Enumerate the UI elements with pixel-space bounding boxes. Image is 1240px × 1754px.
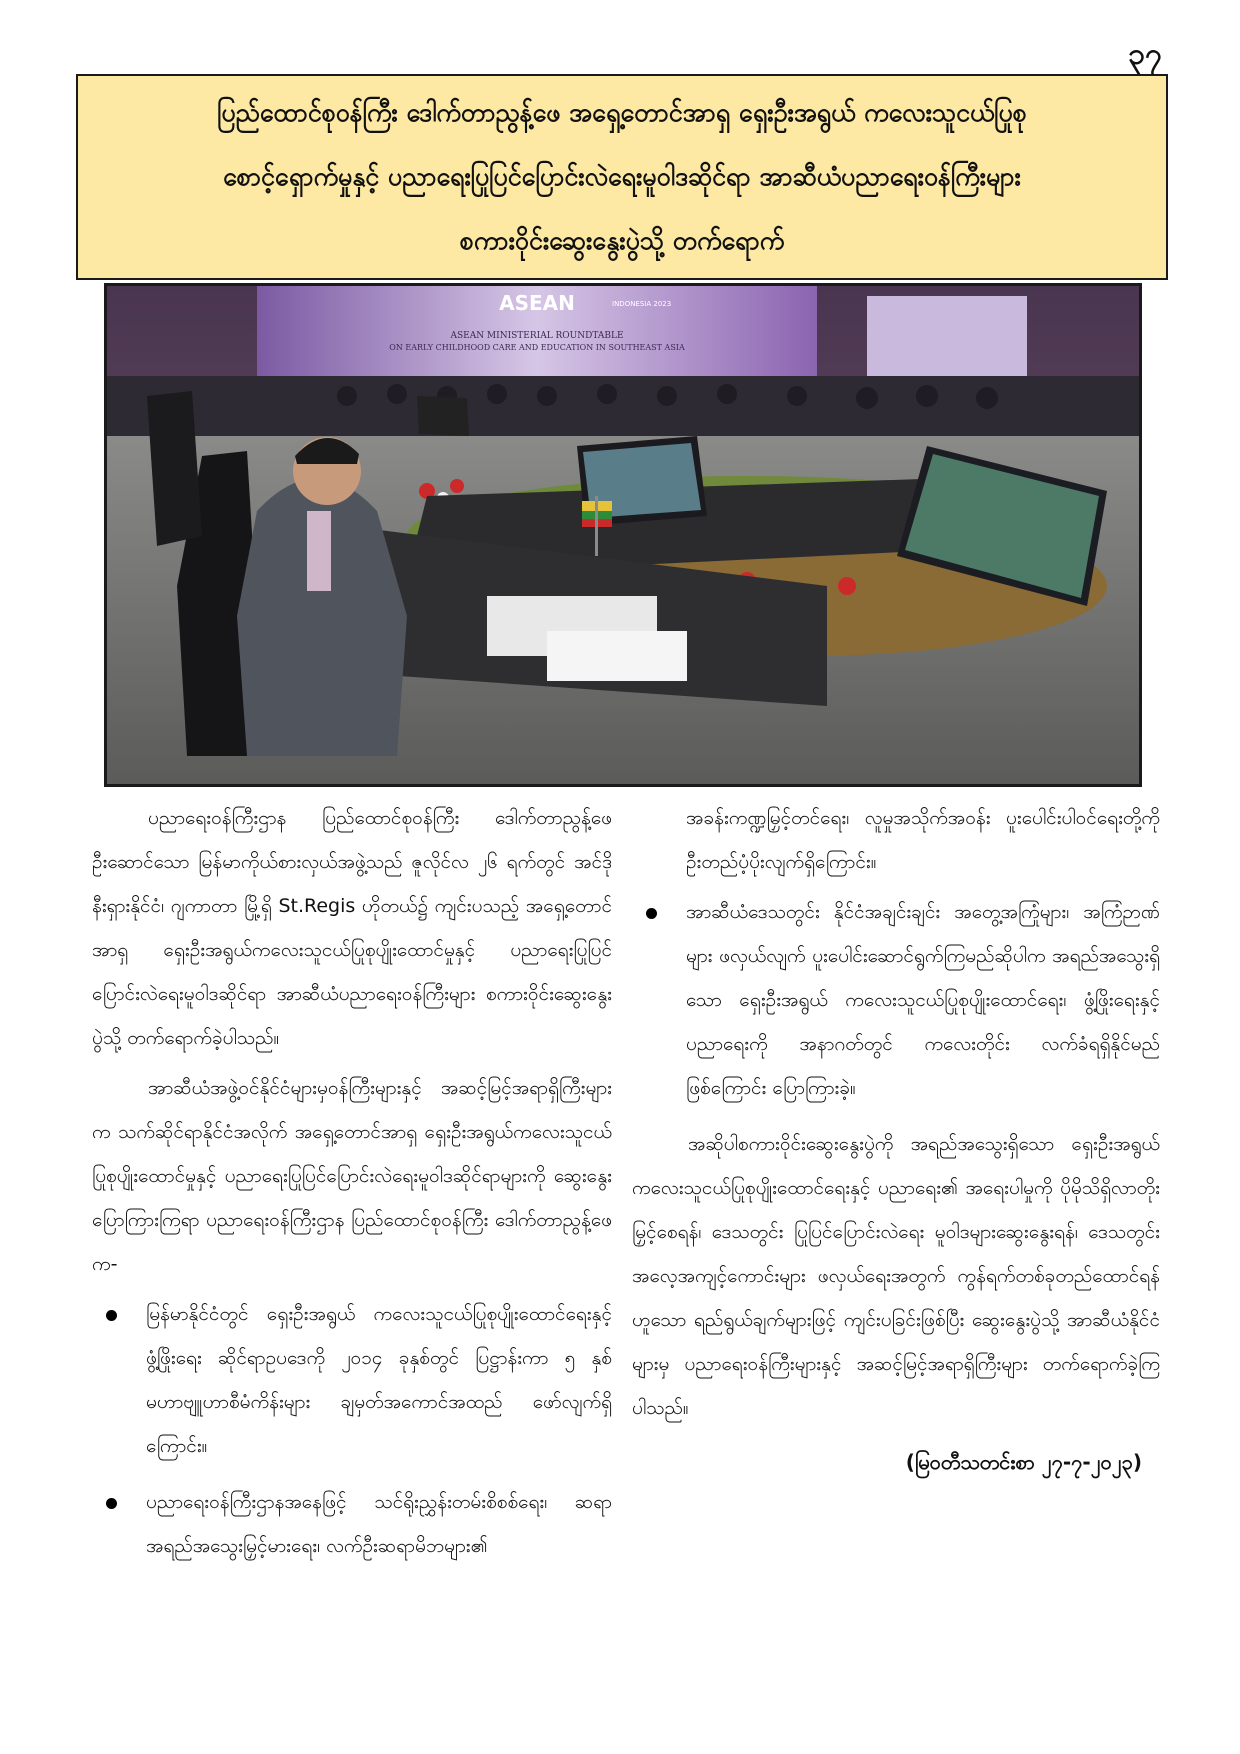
bullet-continuation: အခန်းကဏ္ဍမြှင့်တင်ရေး၊ လူမှုအသိုက်အဝန်း ပူးပေါင်းပါဝင်ရေးတို့ကို ဦးတည်ပံ့ပိုးလျက်ရှိကြောင်း။: [686, 807, 1160, 873]
banner-line-2: ON EARLY CHILDHOOD CARE AND EDUCATION IN SOUTHEAST ASIA: [389, 343, 685, 352]
headline-line-3: စကားဝိုင်းဆွေးနွေးပွဲသို့ တက်ရောက်: [459, 226, 785, 255]
right-column: [632, 796, 1160, 1484]
bullet-text: ပညာရေးဝန်ကြီးဌာနအနေဖြင့် သင်ရိုးညွှန်းတမ်းစိစစ်ရေး၊ ဆရာအရည်အသွေးမြှင့်မားရေး၊ လက်ဦးဆရာမိဘများ၏: [146, 1491, 612, 1557]
banner-tag: INDONESIA 2023: [612, 300, 672, 308]
bullet-icon: [646, 908, 657, 919]
headline-line-2: စောင့်ရှောက်မှုနှင့် ပညာရေးပြုပြင်ပြောင်းလဲရေးမူဝါဒဆိုင်ရာ အာဆီယံပညာရေးဝန်ကြီးများ: [223, 162, 1021, 191]
bullet-text: အာဆီယံဒေသတွင်း နိုင်ငံအချင်းချင်း အတွေ့အကြုံများ၊ အကြံဉာဏ်များ ဖလှယ်လျက် ပူးပေါင်းဆောင်ရွက်ကြမည်ဆိုပါက အရည်အသွေးရှိသော ရှေးဦးအရွယ် ကလေးသူငယ်ပြုစုပျိုးထောင်ရေး၊ ဖွံ့ဖြိုးရေးနှင့် ပညာရေးကို အနာဂတ်တွင် ကလေးတိုင်း လက်ခံရရှိနိုင်မည်ဖြစ်ကြောင်း ပြောကြားခဲ့။: [686, 901, 1160, 1099]
meeting-room-illustration: [107, 286, 1139, 784]
left-column: [92, 796, 612, 1580]
banner-line-1: ASEAN MINISTERIAL ROUNDTABLE: [450, 331, 624, 341]
news-photo: [104, 283, 1142, 787]
headline-line-1: ပြည်ထောင်စုဝန်ကြီး ဒေါက်တာညွန့်ဖေ အရှေ့တောင်အာရှ ရှေးဦးအရွယ် ကလေးသူငယ်ပြုစု: [217, 98, 1027, 127]
paragraph-purpose: အဆိုပါစကားဝိုင်းဆွေးနွေးပွဲကို အရည်အသွေးရှိသော ရှေးဦးအရွယ် ကလေးသူငယ်ပြုစုပျိုးထောင်ရေးနှင့် ပညာရေး၏ အရေးပါမှုကို ပိုမိုသိရှိလာတိုးမြှင့်စေရန်၊ ဒေသတွင်း ပြုပြင်ပြောင်းလဲရေး မူဝါဒများဆွေးနွေးရန်၊ ဒေသတွင်း အလေ့အကျင့်ကောင်းများ ဖလှယ်ရေးအတွက် ကွန်ရက်တစ်ခုတည်ထောင်ရန်ဟူသော ရည်ရွယ်ချက်များဖြင့် ကျင်းပခြင်းဖြစ်ပြီး ဆွေးနွေးပွဲသို့ အာဆီယံနိုင်ငံများမှ ပညာရေးဝန်ကြီးများနှင့် အဆင့်မြင့်အရာရှိကြီးများ တက်ရောက်ခဲ့ကြပါသည်။: [632, 1133, 1160, 1419]
paragraph-discussion: အာဆီယံအဖွဲ့ဝင်နိုင်ငံများမှဝန်ကြီးများနှင့် အဆင့်မြင့်အရာရှိကြီးများက သက်ဆိုင်ရာနိုင်ငံအလိုက် အရှေ့တောင်အာရှ ရှေးဦးအရွယ်ကလေးသူငယ်ပြုစုပျိုးထောင်မှုနှင့် ပညာရေးပြုပြင်ပြောင်းလဲရေးမူဝါဒဆိုင်ရာများကို ဆွေးနွေးပြောကြားကြရာ ပညာရေးဝန်ကြီးဌာန ပြည်ထောင်စုဝန်ကြီး ဒေါက်တာညွန့်ဖေက-: [92, 1077, 612, 1275]
paragraph-intro: ပညာရေးဝန်ကြီးဌာန ပြည်ထောင်စုဝန်ကြီး ဒေါက်တာညွန့်ဖေဦးဆောင်သော မြန်မာကိုယ်စားလှယ်အဖွဲ့သည် ဇူလိုင်လ ၂၆ ရက်တွင် အင်ဒိုနီးရှားနိုင်ငံ၊ ဂျကာတာ မြို့ရှိ St.Regis ဟိုတယ်၌ ကျင်းပသည့် အရှေ့တောင်အာရှ ရှေးဦးအရွယ်ကလေးသူငယ်ပြုစုပျိုးထောင်မှုနှင့် ပညာရေးပြုပြင်ပြောင်းလဲရေးမူဝါဒဆိုင်ရာ အာဆီယံပညာရေးဝန်ကြီးများ စကားဝိုင်းဆွေးနွေးပွဲသို့ တက်ရောက်ခဲ့ပါသည်။: [92, 807, 612, 1049]
bullet-item: [92, 1292, 612, 1468]
bullet-icon: [106, 1498, 117, 1509]
headline-box: [76, 74, 1168, 280]
bullet-item: [632, 890, 1160, 1110]
source-credit: (မြဝတီသတင်းစာ ၂၇-၇-၂၀၂၃): [905, 1450, 1142, 1474]
bullet-item: [92, 1480, 612, 1568]
bullet-text: မြန်မာနိုင်ငံတွင် ရှေးဦးအရွယ် ကလေးသူငယ်ပြုစုပျိုးထောင်ရေးနှင့် ဖွံ့ဖြိုးရေး ဆိုင်ရာဥပဒေကို ၂၀၁၄ ခုနှစ်တွင် ပြဋ္ဌာန်းကာ ၅ နှစ် မဟာဗျူဟာစီမံကိန်းများ ချမှတ်အကောင်အထည် ဖော်လျက်ရှိကြောင်း။: [146, 1303, 612, 1457]
bullet-icon: [106, 1310, 117, 1321]
page-number: ၃၇: [1128, 37, 1162, 72]
banner-brand: ASEAN: [499, 291, 575, 315]
